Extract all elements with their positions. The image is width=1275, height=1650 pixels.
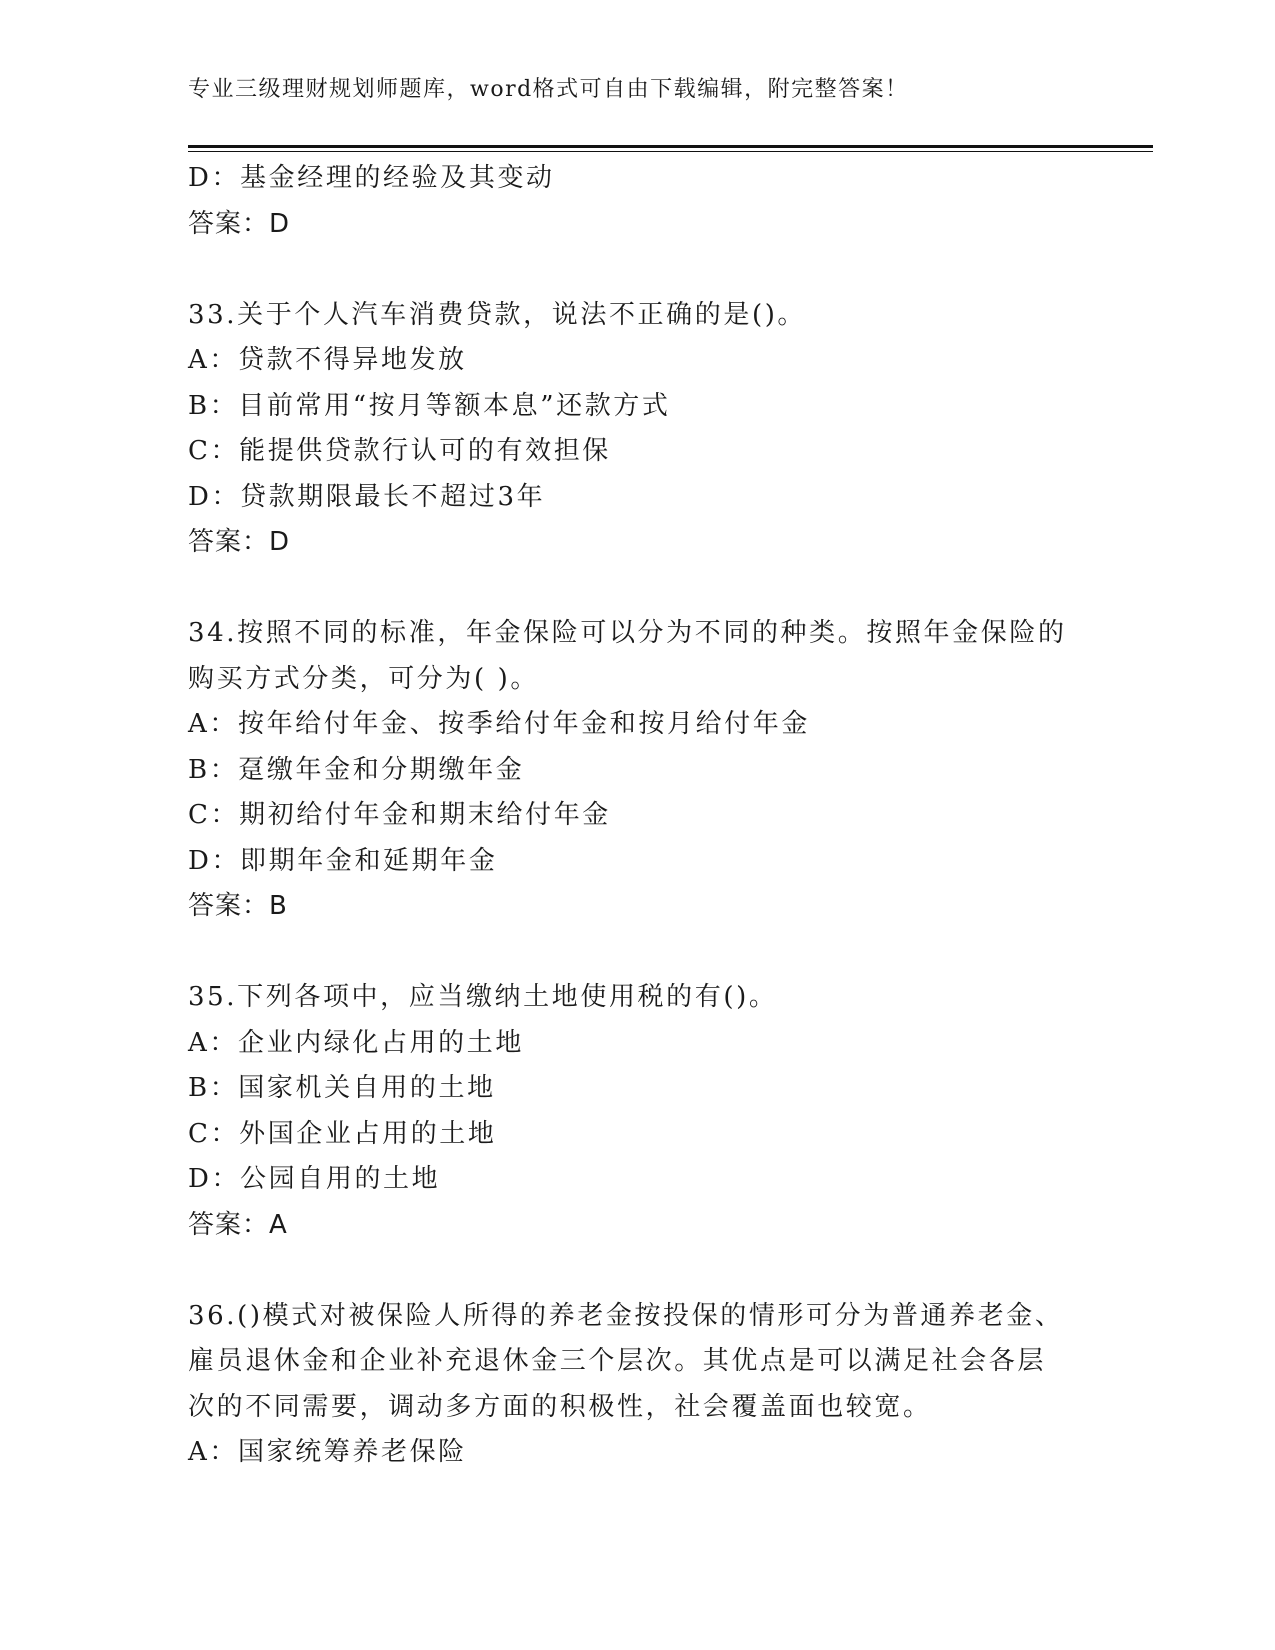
option-a: A：国家统筹养老保险 <box>188 1437 467 1467</box>
spacer <box>188 247 1088 293</box>
option-d: D：贷款期限最长不超过3年 <box>188 481 546 512</box>
header-rule-thick <box>188 145 1153 148</box>
header-rule-thin <box>188 151 1153 152</box>
option-d: D：基金经理的经验及其变动 <box>188 163 555 193</box>
option-a: A：贷款不得异地发放 <box>188 345 467 375</box>
question-stem: 36.()模式对被保险人所得的养老金按投保的情形可分为普通养老金、 <box>188 1300 1064 1331</box>
option-a: A：按年给付年金、按季给付年金和按月给付年金 <box>188 709 810 739</box>
question-33 <box>188 293 1088 566</box>
spacer <box>188 930 1088 976</box>
question-32-continuation <box>188 156 1088 247</box>
question-stem: 购买方式分类，可分为( )。 <box>188 663 539 694</box>
answer-line: 答案：B <box>188 891 288 921</box>
question-34 <box>188 611 1088 930</box>
option-b: B：趸缴年金和分期缴年金 <box>188 754 525 785</box>
option-a: A：企业内绿化占用的土地 <box>188 1027 524 1058</box>
question-stem: 34.按照不同的标准，年金保险可以分为不同的种类。按照年金保险的 <box>188 618 1067 648</box>
question-content <box>188 156 1088 1476</box>
question-stem: 雇员退休金和企业补充退休金三个层次。其优点是可以满足社会各层 <box>188 1346 1047 1376</box>
option-c: C：期初给付年金和期末给付年金 <box>188 800 611 830</box>
option-d: D：公园自用的土地 <box>188 1164 441 1194</box>
option-d: D：即期年金和延期年金 <box>188 845 498 876</box>
option-c: C：外国企业占用的土地 <box>188 1118 497 1149</box>
question-stem: 35.下列各项中，应当缴纳土地使用税的有()。 <box>188 982 778 1012</box>
answer-line: 答案：D <box>188 527 291 557</box>
option-b: B：国家机关自用的土地 <box>188 1073 496 1103</box>
question-stem: 33.关于个人汽车消费贷款，说法不正确的是()。 <box>188 299 807 330</box>
question-stem: 次的不同需要，调动多方面的积极性，社会覆盖面也较宽。 <box>188 1391 932 1422</box>
option-c: C：能提供贷款行认可的有效担保 <box>188 436 611 466</box>
answer-line: 答案：D <box>188 208 291 239</box>
spacer <box>188 1248 1088 1294</box>
answer-line: 答案：A <box>188 1209 288 1240</box>
spacer <box>188 566 1088 612</box>
page-header: 专业三级理财规划师题库，word格式可自由下载编辑，附完整答案！ <box>188 77 909 102</box>
option-b: B：目前常用“按月等额本息”还款方式 <box>188 390 671 421</box>
question-35 <box>188 975 1088 1248</box>
question-36 <box>188 1294 1088 1476</box>
